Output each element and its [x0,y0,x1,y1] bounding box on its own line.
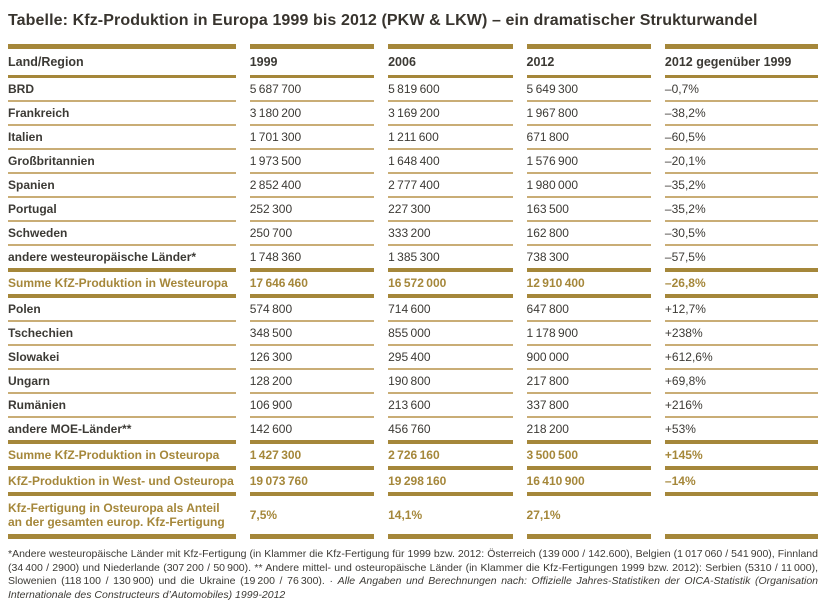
table-row-summe-osteuropa [8,440,818,470]
value-2012: 218 200 [526,422,569,436]
value-delta: +53% [664,422,696,436]
value-delta: +145% [665,440,818,470]
table-row-summe-westeuropa [8,268,818,298]
column-header-delta: 2012 gegenüber 1999 [665,44,818,78]
table-row-italien [8,126,818,150]
value-delta: –30,5% [665,222,818,246]
value-2012: 738 300 [526,250,569,264]
value-1999: 19 073 760 [250,470,374,496]
column-header-2012: 2012 [527,44,651,78]
value-delta: +612,6% [665,346,818,370]
value-2006: 456 760 [388,422,431,436]
value-2006: 1 648 400 [388,150,512,174]
value-delta: –38,2% [665,102,818,126]
value-delta: –14% [665,470,818,496]
value-2006: 2 777 400 [388,174,512,198]
table-header-row [8,44,818,78]
value-1999: 5 687 700 [250,78,374,102]
value-1999: 1 427 300 [250,440,374,470]
table-row-anteil-osteuropa [8,496,818,539]
value-1999: 250 700 [250,222,374,246]
value-2006: 333 200 [388,222,512,246]
table-row-schweden [8,222,818,246]
table-row-rumaenien [8,394,818,418]
row-label: BRD [8,78,236,102]
value-2006: 855 000 [388,322,512,346]
table-row-brd [8,78,818,102]
row-label: Summe KfZ-Produktion in Westeuropa [8,268,236,298]
footnote [8,548,818,602]
value-delta [665,496,818,539]
table-row-slowakei [8,346,818,370]
value-2012: 1 967 800 [527,102,651,126]
value-2006: 213 600 [388,394,512,418]
value-1999: 106 900 [250,394,374,418]
value-1999: 2 852 400 [250,174,374,198]
value-2006: 1 385 300 [388,250,440,264]
table-row-frankreich [8,102,818,126]
table-row-ungarn [8,370,818,394]
value-2006: 19 298 160 [388,470,512,496]
value-1999: 3 180 200 [250,102,374,126]
value-delta: +216% [665,394,818,418]
value-1999: 1 973 500 [250,150,374,174]
table-row-polen [8,298,818,322]
row-label: Kfz-Fertigung in Osteuropa als Anteil an der gesamten europ. Kfz-Fertigung [8,496,236,539]
table-row-portugal [8,198,818,222]
table-row-andere-westeuropa [8,246,818,268]
value-delta: +69,8% [665,370,818,394]
table-row-grossbritannien [8,150,818,174]
value-delta: –35,2% [665,198,818,222]
value-2012: 217 800 [527,370,651,394]
column-header-2006: 2006 [388,44,512,78]
value-delta: –57,5% [664,250,706,264]
value-2012: 900 000 [527,346,651,370]
value-1999: 7,5% [250,496,374,539]
value-delta: +12,7% [665,298,818,322]
value-2012: 16 410 900 [527,470,651,496]
value-2012: 12 910 400 [527,268,651,298]
value-delta: –26,8% [665,268,818,298]
value-1999: 142 600 [249,422,293,436]
table-row-tschechien [8,322,818,346]
value-2012: 163 500 [527,198,651,222]
value-1999: 128 200 [250,370,374,394]
value-1999: 126 300 [250,346,374,370]
row-label: Schweden [8,222,236,246]
row-label: KfZ-Produktion in West- und Osteuropa [8,470,236,496]
value-2012: 1 980 000 [527,174,651,198]
value-2012: 5 649 300 [527,78,651,102]
value-2006: 5 819 600 [388,78,512,102]
value-1999: 1 748 360 [249,250,302,264]
value-delta: +238% [665,322,818,346]
row-label: andere westeuropäische Länder* [8,250,197,264]
row-label: Italien [8,126,236,150]
value-delta: –35,2% [665,174,818,198]
column-header-land-region: Land/Region [8,44,236,78]
table-row-andere-moe [8,418,818,440]
page-title: Tabelle: Kfz-Produktion in Europa 1999 bis 2012 (PKW & LKW) – ein dramatischer Strukturwandel [8,12,758,29]
value-2012: 1 178 900 [527,322,651,346]
row-label: Spanien [8,174,236,198]
value-2012: 1 576 900 [527,150,651,174]
row-label: Großbritannien [8,150,236,174]
row-label: Polen [8,298,236,322]
value-2006: 227 300 [388,198,512,222]
row-label: andere MOE-Länder** [8,422,132,436]
value-2012: 3 500 500 [527,440,651,470]
value-2006: 714 600 [388,298,512,322]
value-2006: 3 169 200 [388,102,512,126]
value-delta: –0,7% [665,78,818,102]
table-row-spanien [8,174,818,198]
value-2006: 16 572 000 [388,268,512,298]
footnote-text: *Andere westeuropäische Länder mit Kfz-Fertigung (in Klammer die Kfz-Fertigung für 1999 bzw. 2012: Österreich (139 000 / 142.600), Belgien (1 017 060 / 541 900), Finnland (34 400 / 2900) und Niederlande (307 200 / 50 900). ** Andere mittel- und osteuropäische Länder (in Klammer die Kfz-Fertigungen 1999 bzw. 2012): Serbien (5310 / 11 000), Slowenien (118 100 / 130 900) und die Ukraine (19 200 / 76 300). · [8,548,818,587]
value-2006: 190 800 [388,370,512,394]
column-header-1999: 1999 [250,44,374,78]
value-2012: 337 800 [527,394,651,418]
value-2006: 2 726 160 [388,440,512,470]
value-2012: 671 800 [527,126,651,150]
production-table [0,44,826,539]
value-1999: 348 500 [250,322,374,346]
value-2006: 295 400 [388,346,512,370]
value-2012: 647 800 [527,298,651,322]
row-label: Rumänien [8,394,236,418]
value-1999: 1 701 300 [250,126,374,150]
value-1999: 252 300 [250,198,374,222]
row-label: Ungarn [8,370,236,394]
footnote-source: Alle Angaben und Berechnungen nach: Offizielle Jahres-Statistiken der OICA-Statistik (Organisation Internationale des Constructeurs d’Automobiles) 1999-2012 [8,575,818,601]
row-label: Portugal [8,198,236,222]
value-2012: 162 800 [527,222,651,246]
row-label: Slowakei [8,346,236,370]
value-delta: –20,1% [665,150,818,174]
row-label: Summe KfZ-Produktion in Osteuropa [8,440,236,470]
row-label: Frankreich [8,102,236,126]
value-2012: 27,1% [527,496,651,539]
value-delta: –60,5% [665,126,818,150]
row-label: Tschechien [8,322,236,346]
value-1999: 574 800 [250,298,374,322]
value-2006: 1 211 600 [388,126,512,150]
table-row-west-und-osteuropa [8,470,818,496]
value-1999: 17 646 460 [250,268,374,298]
value-2006: 14,1% [388,496,512,539]
